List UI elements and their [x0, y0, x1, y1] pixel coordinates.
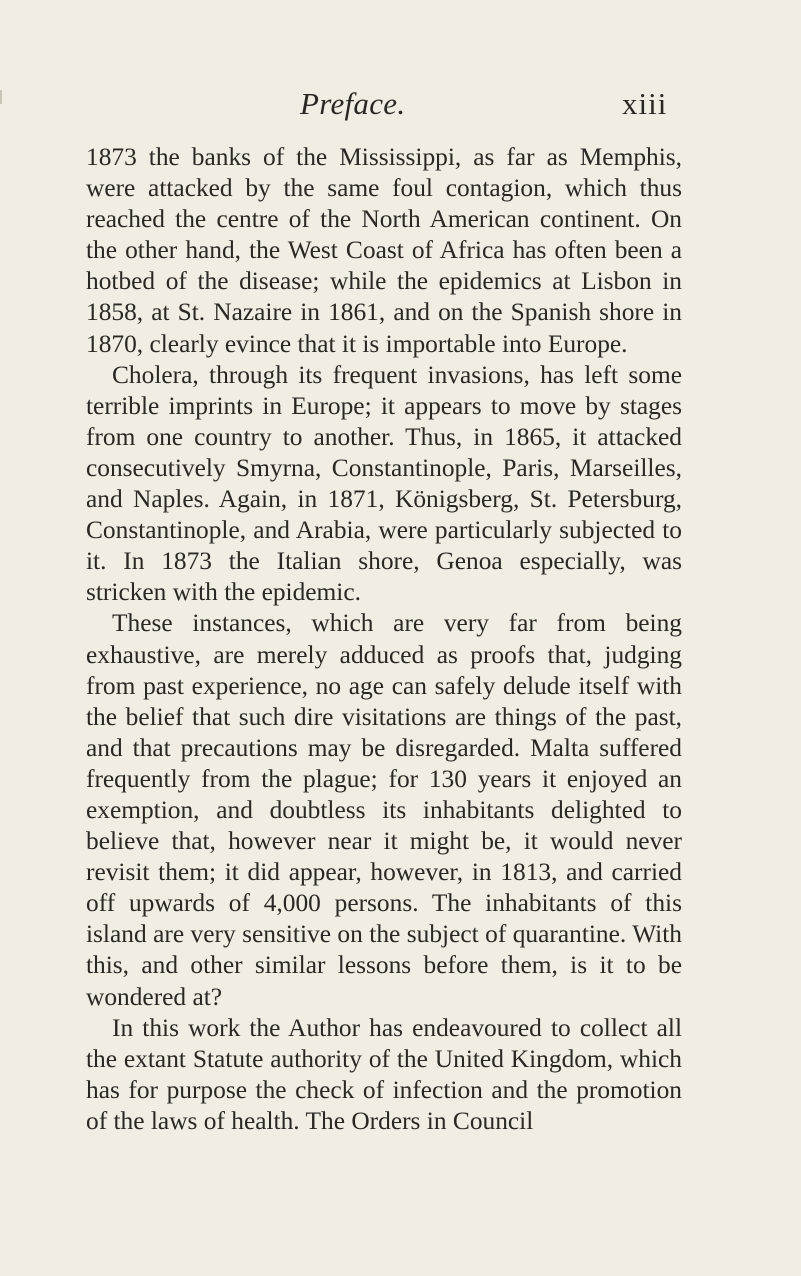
paragraph-1: 1873 the banks of the Mississippi, as far as Memphis, were attacked by the same foul contagion, which thus reached the centre of the North American continent. On the other hand, the West Coast of Africa has often been a hotbed of the disease; while the epidemics at Lisbon in 1858, at St. Nazaire in 1861, and on the Spanish shore in 1870, clearly evince that it is importable into Europe. — [86, 143, 682, 358]
paragraph-3: These instances, which are very far from being exhaustive, are merely adduced as proofs that, judging from past experience, no age can safely delude itself with the belief that such dire visitations are things of the past, and that precautions may be disregarded. Malta suffered frequently from the plague; for 130 years it enjoyed an exemption, and doubtless its inhabitants delighted to believe that, however near it might be, it would never revisit them; it did appear, however, in 1813, and carried off upwards of 4,000 persons. The inhabitants of this island are very sensitive on the subject of quarantine. With this, and other similar lessons before them, is it to be wondered at? — [86, 609, 682, 1011]
page-header — [0, 86, 801, 126]
body-text — [86, 142, 682, 1137]
page-number: xiii — [622, 86, 668, 121]
paragraph-2: Cholera, through its frequent invasions, has left some terrible imprints in Europe; it appears to move by stages from one country to another. Thus, in 1865, it attacked consecutively Smyrna, Constantinople, Paris, Marseilles, and Naples. Again, in 1871, Königsberg, St. Petersburg, Constantinople, and Arabia, were particularly subjected to it. In 1873 the Italian shore, Genoa especially, was stricken with the epidemic. — [86, 360, 682, 607]
running-title: Preface. — [300, 86, 406, 121]
paragraph-4: In this work the Author has endeavoured to collect all the extant Statute authority of the United Kingdom, which has for purpose the check of infection and the promotion of the laws of health. The Orders in Council — [86, 1013, 682, 1135]
